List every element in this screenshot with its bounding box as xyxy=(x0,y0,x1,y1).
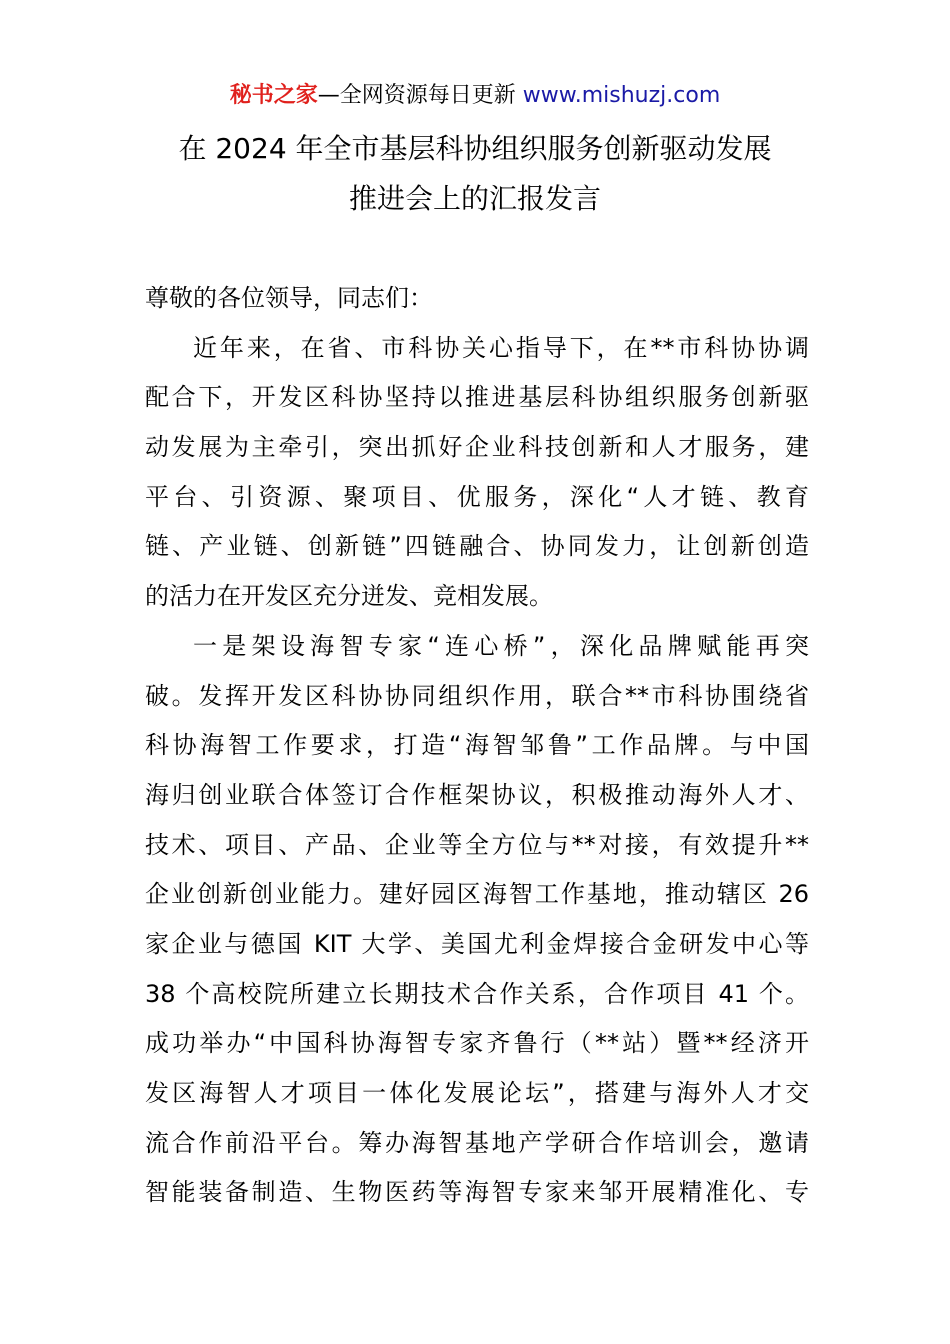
body-line: 破。发挥开发区科协协同组织作用，联合**市科协围绕省 xyxy=(145,681,809,710)
body-line: 发区海智人才项目一体化发展论坛”，搭建与海外人才交 xyxy=(145,1079,809,1107)
body-line: 近年来，在省、市科协关心指导下，在**市科协协调 xyxy=(193,333,809,362)
body-line: 企业创新创业能力。建好园区海智工作基地，推动辖区 26 xyxy=(145,880,809,909)
body-line: 38 个高校院所建立长期技术合作关系，合作项目 41 个。 xyxy=(145,979,809,1008)
header-tagline: —全网资源每日更新 xyxy=(317,83,523,108)
body-line: 技术、项目、产品、企业等全方位与**对接，有效提升** xyxy=(145,830,809,859)
title-line-1: 在 2024 年全市基层科协组织服务创新驱动发展 xyxy=(178,132,772,165)
body-line: 平台、引资源、聚项目、优服务，深化“人才链、教育 xyxy=(145,482,809,511)
body-line: 动发展为主牵引，突出抓好企业科技创新和人才服务，建 xyxy=(145,433,809,462)
site-header xyxy=(0,80,950,112)
body-line: 智能装备制造、生物医药等海智专家来邹开展精准化、专 xyxy=(145,1178,809,1207)
document-title xyxy=(60,124,890,224)
body-line: 海归创业联合体签订合作框架协议，积极推动海外人才、 xyxy=(145,780,809,809)
brand-name: 秘书之家 xyxy=(229,83,318,108)
body-line: 家企业与德国 KIT 大学、美国尤利金焊接合金研发中心等 xyxy=(145,929,809,958)
document-body xyxy=(145,274,809,1218)
site-url-link[interactable]: www.mishuzj.com xyxy=(522,83,721,108)
title-line-2: 推进会上的汇报发言 xyxy=(348,182,601,215)
body-line: 的活力在开发区充分迸发、竞相发展。 xyxy=(145,582,553,611)
body-line: 链、产业链、创新链”四链融合、协同发力，让创新创造 xyxy=(145,532,809,561)
body-line: 配合下，开发区科协坚持以推进基层科协组织服务创新驱 xyxy=(145,383,809,412)
body-line: 科协海智工作要求，打造“海智邹鲁”工作品牌。与中国 xyxy=(145,731,809,760)
body-line: 一是架设海智专家“连心桥”，深化品牌赋能再突 xyxy=(193,631,809,660)
body-line: 成功举办“中国科协海智专家齐鲁行（**站）暨**经济开 xyxy=(145,1029,809,1058)
body-line: 流合作前沿平台。筹办海智基地产学研合作培训会，邀请 xyxy=(145,1128,809,1157)
salutation: 尊敬的各位领导，同志们： xyxy=(145,284,433,312)
